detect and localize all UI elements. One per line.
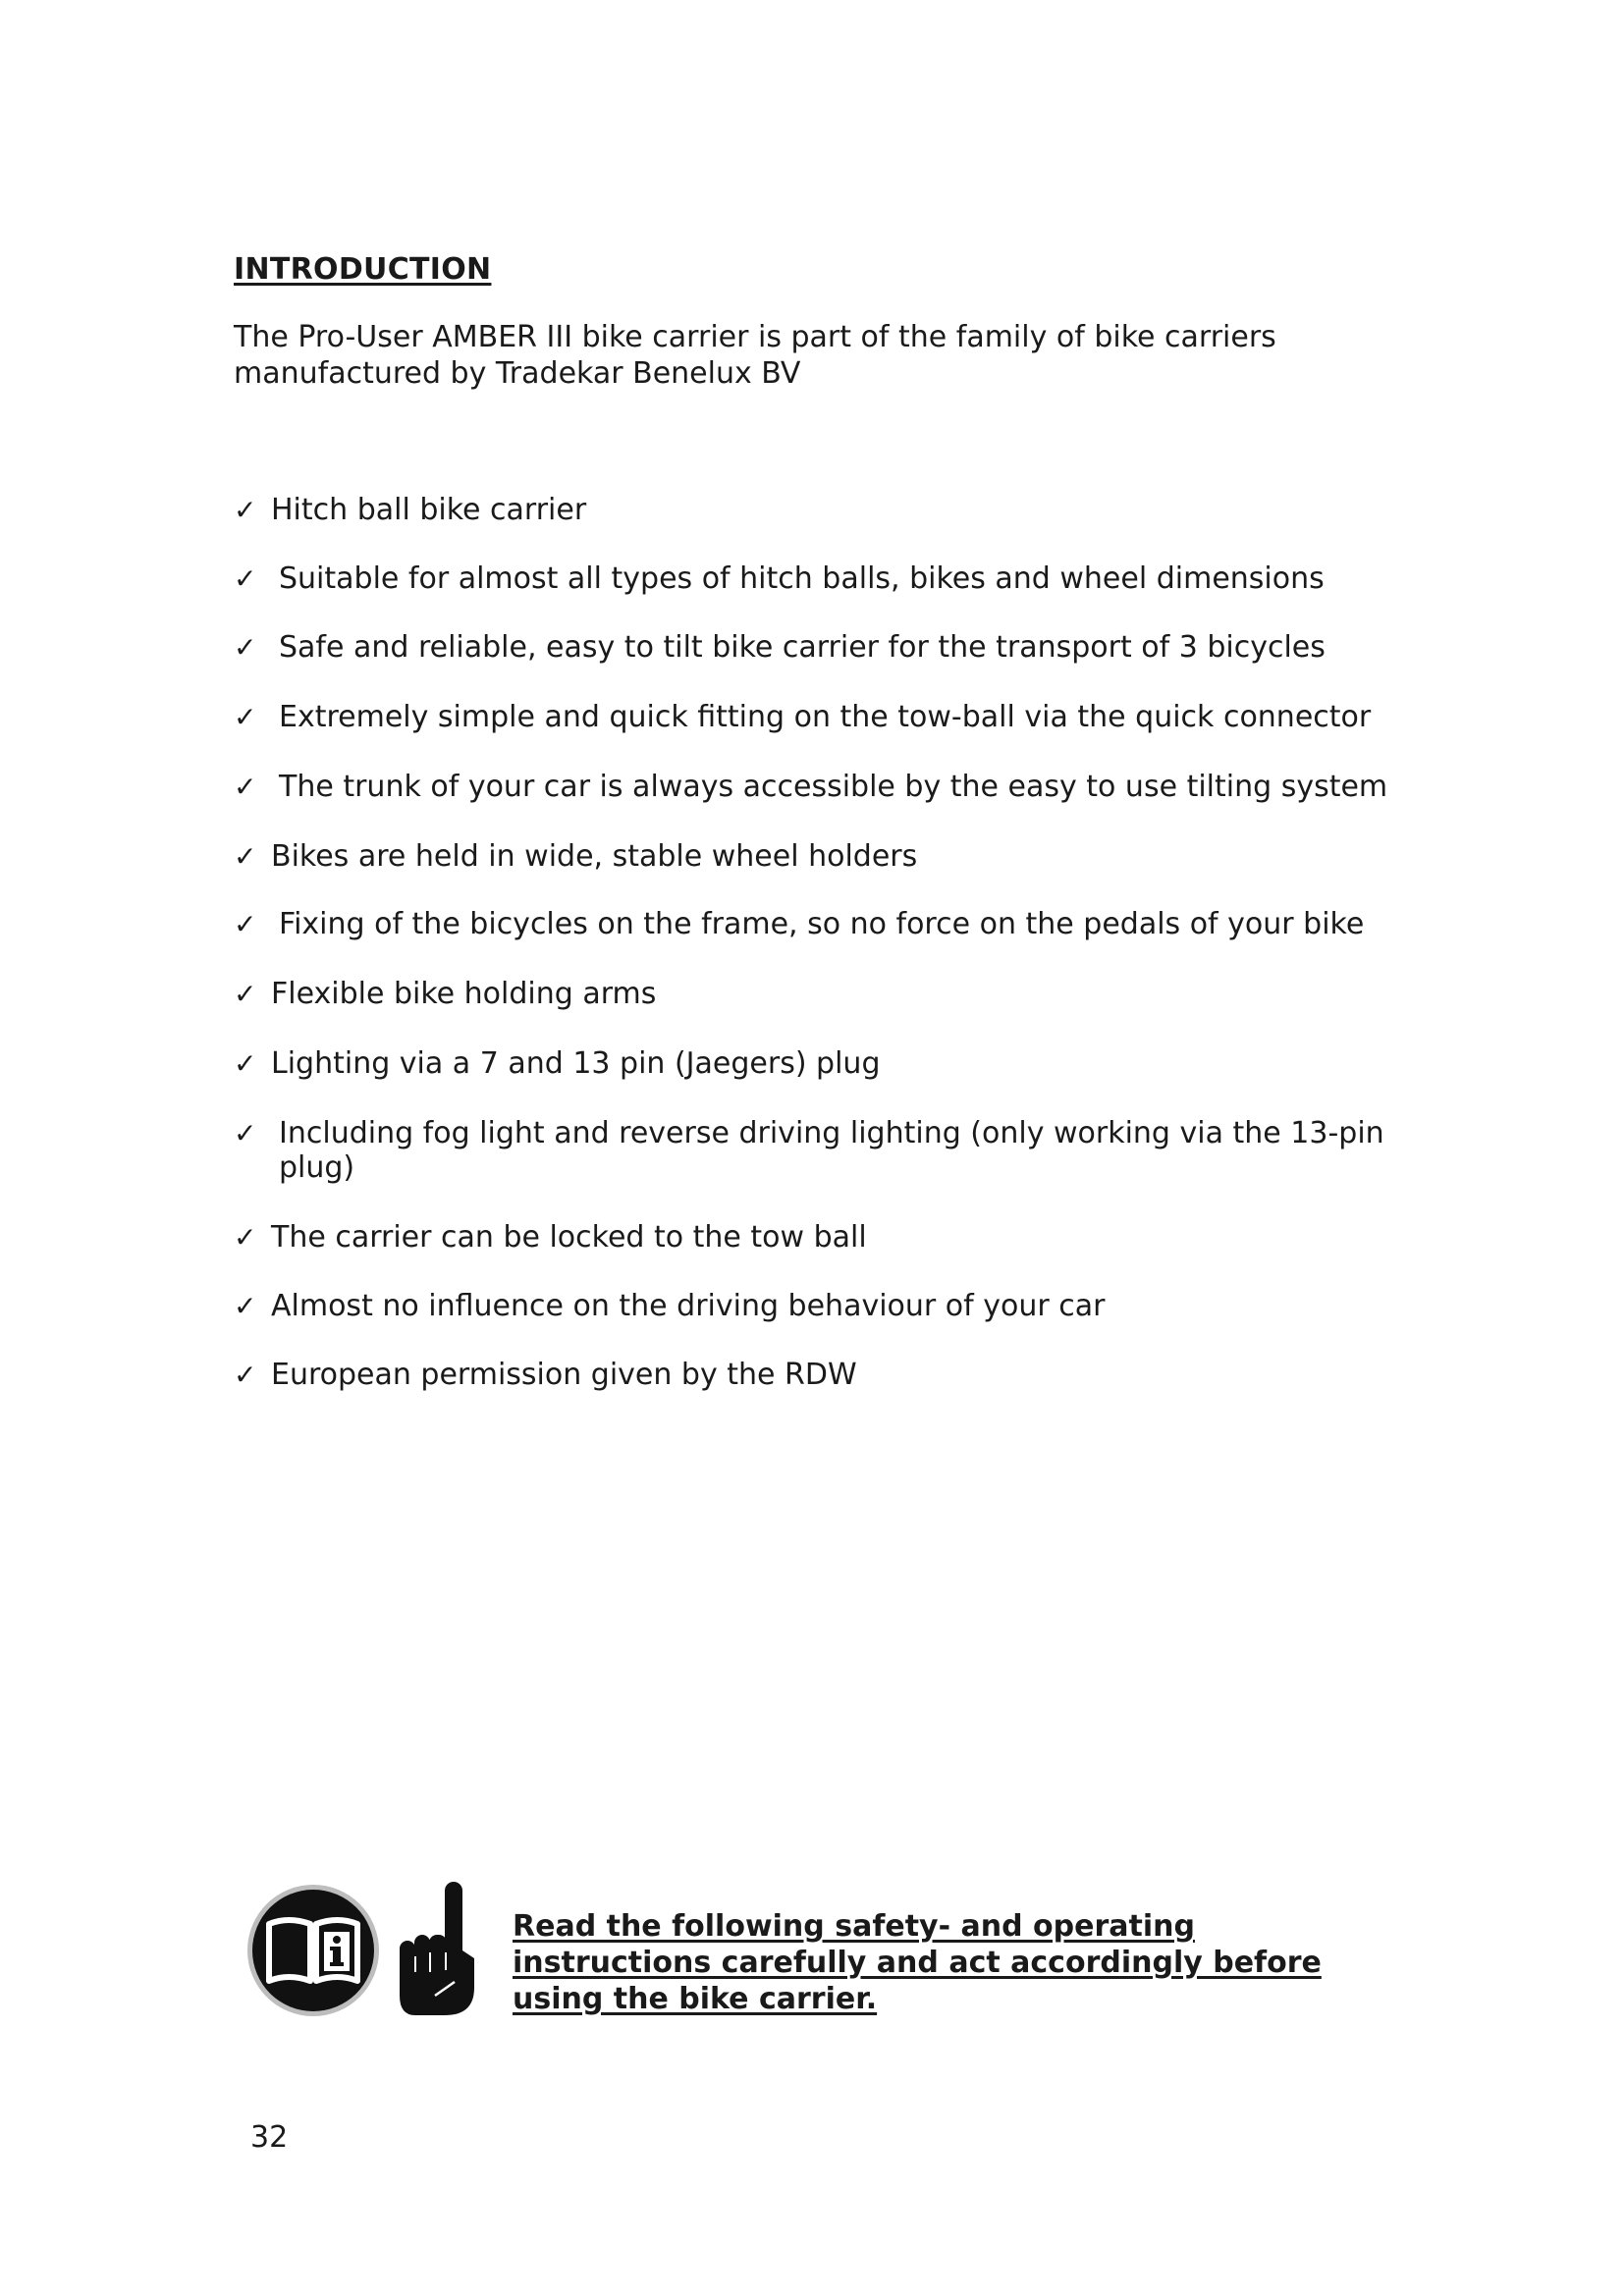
check-icon: ✓ <box>234 631 257 664</box>
feature-text: Safe and reliable, easy to tilt bike carrier for the transport of 3 bicycles <box>279 630 1326 665</box>
feature-item <box>234 839 1412 874</box>
check-icon: ✓ <box>234 1221 257 1254</box>
check-icon: ✓ <box>234 908 257 940</box>
check-icon: ✓ <box>234 840 257 873</box>
check-icon: ✓ <box>234 1359 257 1391</box>
feature-item <box>234 977 1412 1011</box>
intro-paragraph: The Pro-User AMBER III bike carrier is part of the family of bike carriers manufactured by Tradekar Benelux BV <box>234 320 1276 391</box>
feature-item <box>234 907 1412 941</box>
safety-notice <box>245 1880 1404 2027</box>
check-icon: ✓ <box>234 494 257 526</box>
feature-item <box>234 493 1412 527</box>
feature-text: Suitable for almost all types of hitch balls, bikes and wheel dimensions <box>279 561 1325 596</box>
feature-item <box>234 1289 1412 1323</box>
feature-item <box>234 700 1412 734</box>
check-icon: ✓ <box>234 701 257 733</box>
feature-text: Almost no influence on the driving behaviour of your car <box>271 1289 1106 1323</box>
read-manual-icon <box>245 1883 381 2018</box>
feature-item <box>234 770 1412 804</box>
feature-text: Lighting via a 7 and 13 pin (Jaegers) plug <box>271 1046 881 1081</box>
feature-text: Flexible bike holding arms <box>271 977 657 1011</box>
feature-text: The trunk of your car is always accessible by the easy to use tilting system <box>279 770 1388 804</box>
feature-item <box>234 1116 1412 1185</box>
page-number: 32 <box>250 2120 289 2155</box>
feature-item <box>234 630 1412 665</box>
pointing-hand-icon <box>396 1880 479 2017</box>
check-icon: ✓ <box>234 562 257 595</box>
feature-text: Including fog light and reverse driving lighting (only working via the 13-pin plug) <box>279 1116 1384 1185</box>
feature-text: Bikes are held in wide, stable wheel holders <box>271 839 918 874</box>
check-icon: ✓ <box>234 1117 257 1149</box>
feature-item <box>234 1220 1412 1255</box>
check-icon: ✓ <box>234 978 257 1010</box>
feature-text: European permission given by the RDW <box>271 1358 857 1392</box>
check-icon: ✓ <box>234 1290 257 1322</box>
feature-item <box>234 1358 1412 1392</box>
feature-text: Fixing of the bicycles on the frame, so no force on the pedals of your bike <box>279 907 1365 941</box>
feature-text: Extremely simple and quick fitting on the tow-ball via the quick connector <box>279 700 1372 734</box>
page-heading: INTRODUCTION <box>234 252 492 287</box>
feature-item <box>234 1046 1412 1081</box>
feature-text: Hitch ball bike carrier <box>271 493 587 527</box>
feature-item <box>234 561 1412 596</box>
check-icon: ✓ <box>234 1047 257 1080</box>
safety-notice-text: Read the following safety- and operating instructions carefully and act accordingly before using the bike carrier. <box>513 1909 1322 2016</box>
check-icon: ✓ <box>234 771 257 803</box>
feature-text: The carrier can be locked to the tow ball <box>271 1220 867 1255</box>
